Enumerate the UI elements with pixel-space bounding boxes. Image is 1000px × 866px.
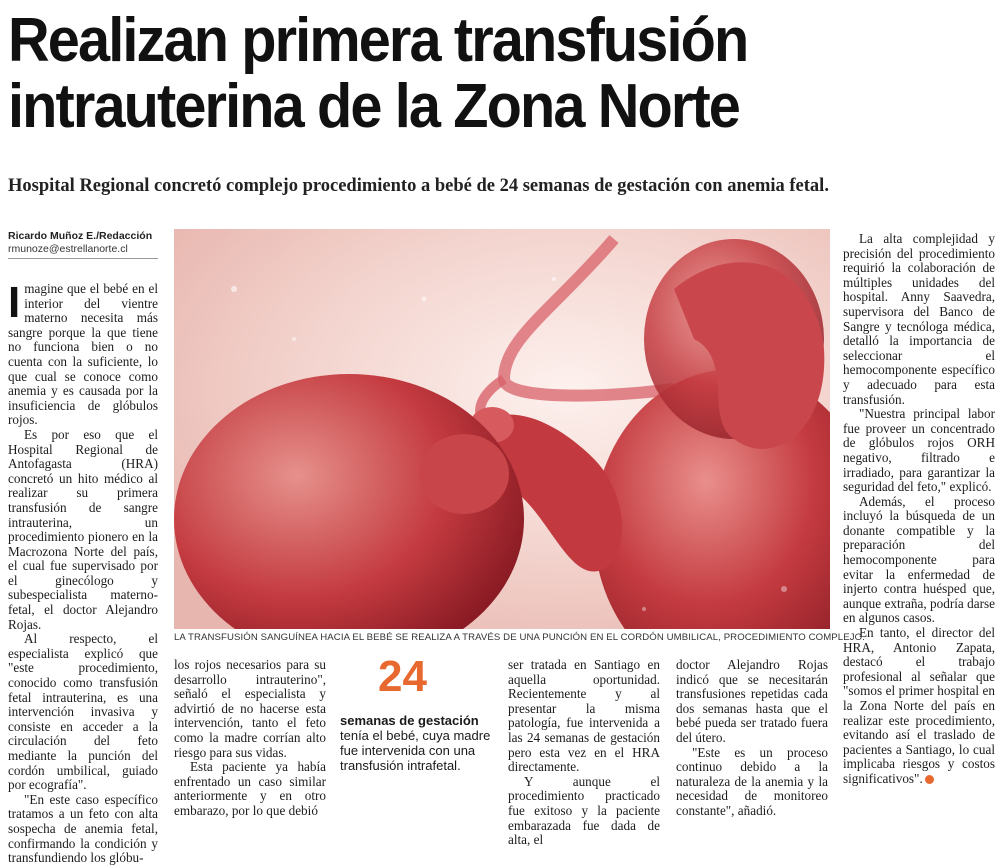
article-paragraph: Al respecto, el especialista explicó que "este procedimiento, conocido como transfusión fetal intrauterina, es una intervención invasiva y consiste en acceder a la circulación del feto mediante la punción del cordón umbilical, guiado por ecografía".: [8, 631, 158, 793]
article-paragraph: "En este caso específico tratamos a un feto con alta sospecha de anemia fetal, confirmando la condición y transfundiendo los glóbu-: [8, 791, 158, 866]
byline: [8, 230, 168, 255]
article-paragraph: "Nuestra principal labor fue proveer un concentrado de glóbulos rojos ORH negativo, filtrado e irradiado, para garantizar la seguridad del feto," explicó.: [843, 406, 995, 495]
fact-number: 24: [378, 652, 427, 701]
fact-box: [340, 653, 498, 773]
article-paragraph: ser tratada en Santiago en aquella oportunidad. Recientemente y al presentar la misma patología, fue intervenida a las 24 semanas de gestación pero esta vez en el HRA directamente.: [508, 657, 660, 775]
byline-author: Ricardo Muñoz E./Redacción: [8, 230, 153, 242]
article-column-5: [843, 232, 995, 787]
article-column-3: [508, 658, 660, 848]
article-column-2: [174, 658, 326, 819]
article-paragraph: los rojos necesarios para su desarrollo intrauterino", señaló el especialista y advirtió de no hacerse esta intervención, tanto el feto como la madre corrían alto riesgo para sus vidas.: [174, 657, 326, 760]
article-paragraph: doctor Alejandro Rojas indicó que se necesitarán transfusiones repetidas cada dos semanas hasta que el bebé pueda ser tratado fuera del útero.: [676, 657, 828, 745]
subheadline: Hospital Regional concretó complejo procedimiento a bebé de 24 semanas de gestación con anemia fetal.: [8, 176, 829, 196]
photo-caption: LA TRANSFUSIÓN SANGUÍNEA HACIA EL BEBÉ SE REALIZA A TRAVÉS DE UNA PUNCIÓN EN EL CORDÓN UMBILICAL, PROCEDIMIENTO COMPLEJO.: [174, 632, 865, 643]
article-paragraph: Además, el proceso incluyó la búsqueda de un donante compatible y la preparación del hemocomponente para evitar la enfermedad de injerto contra huésped que, aunque extraña, podría darse en algunos casos.: [843, 493, 995, 626]
byline-email[interactable]: rmunoze@estrellanorte.cl: [8, 243, 128, 255]
fetus-illustration: [174, 229, 830, 629]
article-paragraph: Imagine que el bebé en el interior del vientre materno necesita más sangre porque la que tiene no funciona bien o no cuenta con la suficiente, lo que cual se conoce como anemia y es causada por la insuficiencia de glóbulos rojos.: [8, 278, 158, 428]
article-paragraph: Y aunque el procedimiento practicado fue exitoso y la paciente embarazada fue dada de alta, el: [508, 773, 660, 848]
article-paragraph: En tanto, el director del HRA, Antonio Zapata, destacó el trabajo profesional al señalar que "somos el primer hospital en la Zona Norte del país en realizar este procedimiento, evitando así el traslado de pacientes a Santiago, lo cual implicaba riesgos y costos significativos".: [843, 625, 995, 786]
article-paragraph: "Este es un proceso continuo debido a la naturaleza de la anemia y la necesidad de monitoreo constante", añadió.: [676, 744, 828, 818]
byline-divider: [8, 258, 158, 259]
drop-cap: I: [8, 278, 21, 327]
article-column-4: [676, 658, 828, 819]
fetus-photo: [174, 229, 830, 629]
fact-text: semanas de gestación tenía el bebé, cuya madre fue intervenida con una transfusión intrafetal.: [340, 713, 491, 773]
end-mark-icon: [925, 775, 934, 784]
article-paragraph: Esta paciente ya había enfrentado un caso similar anteriormente y en otro embarazo, por lo que debió: [174, 759, 326, 818]
article-paragraph: Es por eso que el Hospital Regional de Antofagasta (HRA) concretó un hito médico al realizar su primera transfusión de sangre intrauterina, un procedimiento pionero en la Macrozona Norte del país, el cual fue supervisado por el ginecólogo y subespecialista materno-fetal, el doctor Alejandro Rojas.: [8, 426, 158, 632]
headline: Realizan primera transfusión intrauterina de la Zona Norte: [8, 6, 748, 141]
article-column-1: [8, 278, 158, 866]
article-paragraph: La alta complejidad y precisión del procedimiento requirió la colaboración de múltiples unidades del hospital. Anny Saavedra, supervisora del Banco de Sangre y tecnóloga médica, detalló la importancia de seleccionar el hemocomponente específico y adecuado para esta transfusión.: [843, 231, 995, 407]
